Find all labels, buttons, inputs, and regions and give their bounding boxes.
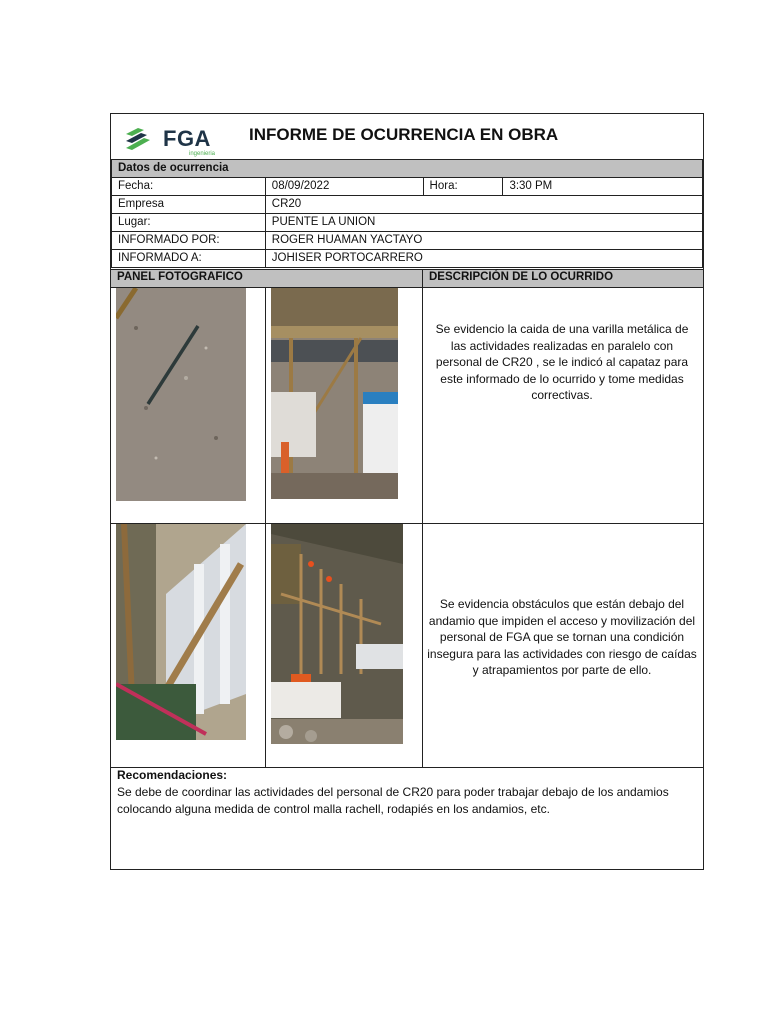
empresa-label: Empresa — [112, 196, 266, 214]
logo-tagline: ingenieria — [189, 151, 216, 157]
photo-divider — [265, 287, 266, 767]
panel-header-row — [111, 269, 703, 288]
hora-label: Hora: — [423, 178, 503, 196]
photo-panel-header: PANEL FOTOGRAFICO — [117, 271, 243, 283]
photo-scaffold-structure — [271, 288, 398, 499]
fga-logo-icon — [123, 124, 157, 154]
photo-scaffold-hillside — [271, 524, 403, 744]
photo-bridge-girders — [116, 524, 246, 740]
empresa-value: CR20 — [265, 196, 702, 214]
report-header — [111, 114, 703, 159]
fecha-label: Fecha: — [112, 178, 266, 196]
informado-por-label: INFORMADO POR: — [112, 232, 266, 250]
hora-value: 3:30 PM — [503, 178, 703, 196]
logo-text: FGA — [163, 126, 211, 151]
column-divider — [422, 269, 423, 767]
fecha-value: 08/09/2022 — [265, 178, 423, 196]
lugar-value: PUENTE LA UNION — [265, 214, 702, 232]
description-header: DESCRIPCIÓN DE LO OCURRIDO — [429, 271, 614, 283]
recommendations-title: Recomendaciones: — [117, 768, 228, 782]
informado-por-value: ROGER HUAMAN YACTAYO — [265, 232, 702, 250]
description-2: Se evidencia obstáculos que están debajo del andamio que impiden el acceso y movilización del personal de FGA que se tornan una condición insegura para las actividades con riesgo de caídas y atrapamientos por parte de ello. — [427, 597, 697, 677]
company-logo — [123, 124, 233, 160]
informado-a-label: INFORMADO A: — [112, 250, 266, 268]
report-sheet — [110, 113, 704, 870]
description-1: Se evidencio la caida de una varilla metálica de las actividades realizadas en paralelo con personal de CR20 , se le indicó al capataz para este informado de lo ocurrido y tome medidas correctivas. — [435, 322, 689, 402]
photo-fallen-rebar — [116, 288, 246, 501]
report-title: INFORME DE OCURRENCIA EN OBRA — [249, 125, 559, 144]
occurrence-data-table — [111, 159, 703, 268]
lugar-label: Lugar: — [112, 214, 266, 232]
recommendations-text: Se debe de coordinar las actividades del personal de CR20 para poder trabajar debajo de los andamios colocando alguna medida de control malla rachell, rodapiés en los andamios, etc. — [117, 785, 669, 816]
informado-a-value: JOHISER PORTOCARRERO — [265, 250, 702, 268]
section-header: Datos de ocurrencia — [112, 160, 703, 178]
